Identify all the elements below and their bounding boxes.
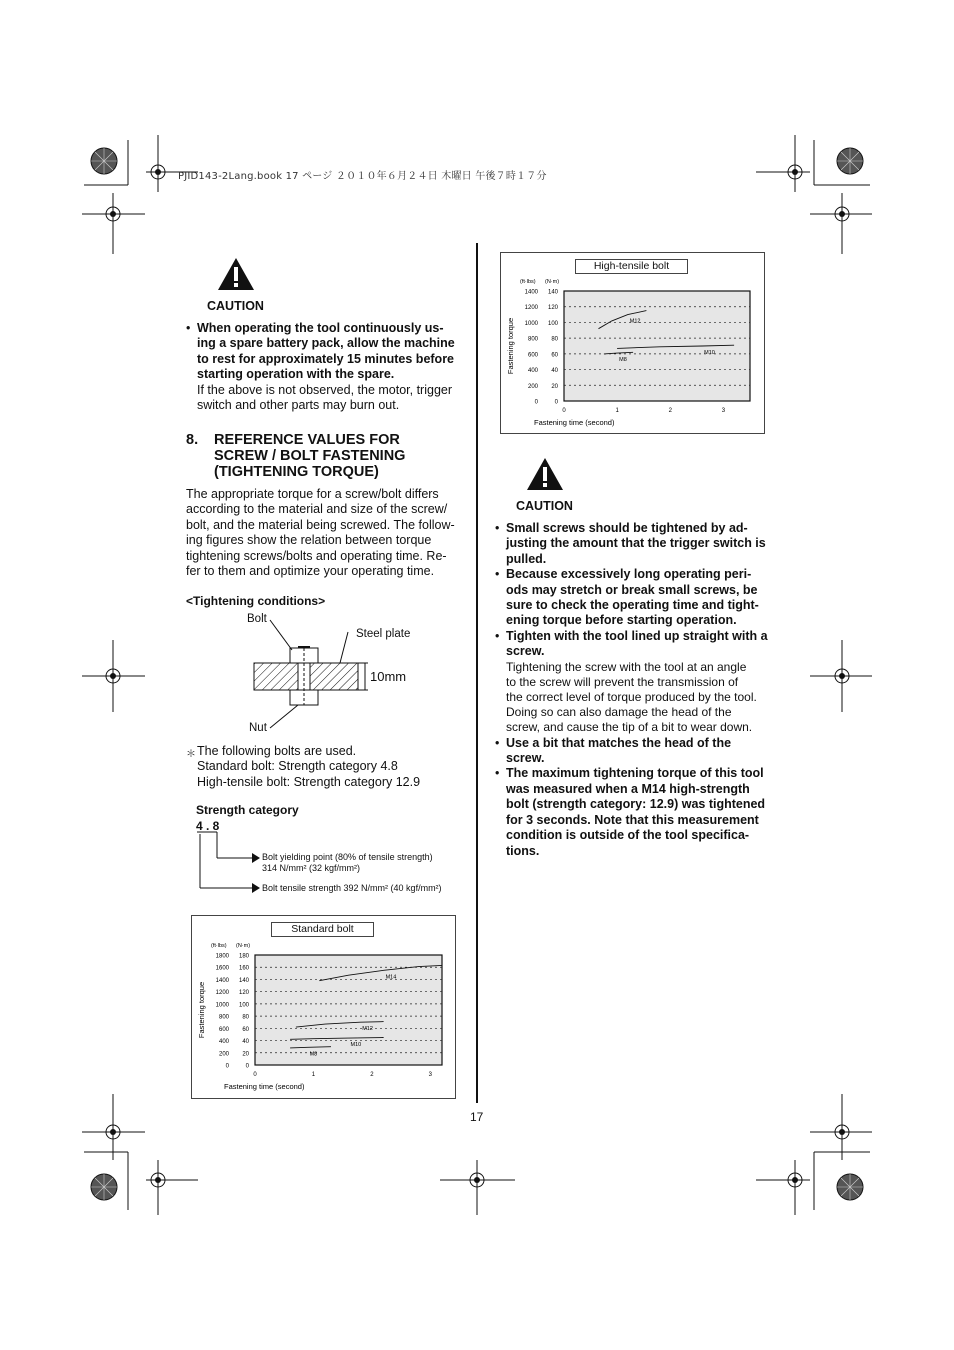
y-tick-label-ftlbs: 0 bbox=[534, 399, 538, 406]
x-tick-label: 1 bbox=[615, 408, 619, 414]
caution-bullet bbox=[495, 766, 770, 858]
series-label: M12 bbox=[629, 318, 641, 325]
y-tick-label-nm: 0 bbox=[554, 399, 558, 406]
chart-title: Standard bolt bbox=[271, 922, 374, 937]
y-tick-label-ftlbs: 1800 bbox=[215, 953, 229, 960]
series-label: M8 bbox=[619, 357, 627, 364]
y-axis-label: Fastening torque bbox=[506, 317, 515, 375]
caution-label: CAUTION bbox=[516, 499, 573, 513]
section-number: 8. bbox=[186, 432, 199, 448]
caution-normal-text: If the above is not observed, the motor, trigger switch and other parts may burn out. bbox=[197, 382, 453, 413]
note-mark: ＊ bbox=[186, 749, 196, 760]
x-tick-label: 0 bbox=[253, 1072, 257, 1078]
series-label: M14 bbox=[385, 974, 397, 981]
caution-bullet bbox=[495, 736, 770, 767]
y-tick-label-ftlbs: 800 bbox=[218, 1014, 229, 1021]
standard-bolt-chart bbox=[191, 915, 456, 1099]
y-tick-label-ftlbs: 1200 bbox=[524, 305, 538, 312]
yield-note-line2: 314 N/mm² (32 kgf/mm²) bbox=[262, 863, 361, 873]
y-tick-label-ftlbs: 800 bbox=[527, 336, 538, 343]
x-tick-label: 2 bbox=[370, 1072, 374, 1078]
y-tick-label-ftlbs: 400 bbox=[218, 1039, 229, 1046]
y-tick-label-nm: 60 bbox=[551, 352, 558, 359]
caution-bullet bbox=[495, 521, 770, 567]
caution-bullet bbox=[495, 567, 770, 629]
plot-area bbox=[564, 291, 750, 401]
x-tick-label: 3 bbox=[721, 408, 726, 414]
warning-triangle-icon bbox=[525, 456, 565, 492]
y-tick-label-ftlbs: 400 bbox=[527, 368, 538, 375]
y-tick-label-ftlbs: 1200 bbox=[215, 990, 229, 997]
strength-leader-lines bbox=[190, 830, 270, 894]
text-line: screw, and cause the tip of a bit to wear down. bbox=[506, 720, 753, 735]
chart-title: High-tensile bolt bbox=[575, 259, 688, 274]
y-tick-label-nm: 180 bbox=[238, 953, 249, 960]
text-line: Doing so can also damage the head of the bbox=[506, 705, 732, 720]
y-tick-label-nm: 100 bbox=[238, 1002, 249, 1009]
x-tick-label: 3 bbox=[428, 1072, 432, 1078]
y-tick-label-ftlbs: 1400 bbox=[215, 977, 229, 984]
y-unit-nm: (N·m) bbox=[545, 279, 560, 285]
y-tick-label-ftlbs: 600 bbox=[527, 352, 538, 359]
conditions-heading: <Tightening conditions> bbox=[186, 594, 326, 608]
y-axis-label: Fastening torque bbox=[197, 981, 206, 1039]
bullet-bold-text: Use a bit that matches the head of the screw. bbox=[506, 735, 732, 766]
high-tensile-bolt-chart bbox=[500, 252, 765, 434]
bolt-label: Bolt bbox=[247, 613, 267, 625]
steel-plate-label: Steel plate bbox=[356, 628, 411, 640]
text-line: to the screw will prevent the transmission of bbox=[506, 674, 739, 689]
warning-triangle-icon bbox=[216, 256, 256, 292]
bullet-bold-text: Small screws should be tightened by ad-justing the amount that the trigger switch is pulled. bbox=[506, 521, 766, 566]
y-tick-label-ftlbs: 1000 bbox=[215, 1002, 229, 1009]
column-divider bbox=[476, 243, 478, 1103]
caution-label: CAUTION bbox=[207, 299, 264, 313]
y-tick-label-nm: 80 bbox=[242, 1014, 249, 1021]
x-axis-label: Fastening time (second) bbox=[224, 1082, 305, 1091]
chart-plot bbox=[501, 253, 764, 433]
y-tick-label-nm: 40 bbox=[551, 368, 558, 375]
caution-bullet bbox=[495, 629, 770, 736]
yield-note-line1: Bolt yielding point (80% of tensile strength) bbox=[262, 852, 433, 862]
section-heading bbox=[186, 432, 456, 480]
y-tick-label-nm: 120 bbox=[547, 305, 558, 312]
bullet-bold-text: Because excessively long operating peri-ods may stretch or break small screws, be sure to check the operating time and tight-ening torque before starting operation. bbox=[506, 567, 759, 628]
x-tick-label: 1 bbox=[311, 1072, 316, 1078]
y-tick-label-ftlbs: 1000 bbox=[524, 320, 538, 327]
y-tick-label-nm: 40 bbox=[242, 1039, 249, 1046]
y-unit-ftlbs: (ft·lbs) bbox=[520, 279, 536, 285]
y-tick-label-nm: 20 bbox=[551, 383, 558, 390]
text-line: Tightening the screw with the tool at an angle bbox=[506, 659, 747, 674]
file-info-header: PJID143-2Lang.book 17 ページ ２０１０年６月２４日 木曜日 午後７時１７分 bbox=[178, 171, 547, 182]
note-line: High-tensile bolt: Strength category 12.9 bbox=[197, 774, 421, 789]
y-tick-label-ftlbs: 200 bbox=[218, 1051, 229, 1058]
x-tick-label: 0 bbox=[562, 408, 566, 414]
bullet-normal-text bbox=[506, 660, 770, 736]
text-line: the correct level of torque produced by the tool. bbox=[506, 690, 757, 705]
caution-list bbox=[495, 521, 770, 859]
note-line: The following bolts are used. bbox=[197, 744, 357, 758]
note-line: Standard bolt: Strength category 4.8 bbox=[197, 759, 398, 774]
y-tick-label-ftlbs: 1400 bbox=[524, 289, 538, 296]
nut-label: Nut bbox=[249, 722, 267, 734]
bolt-notes bbox=[197, 744, 467, 790]
caution-notice bbox=[186, 321, 458, 413]
series-label: M12 bbox=[362, 1026, 373, 1033]
y-tick-label-nm: 100 bbox=[547, 320, 558, 327]
tensile-note: Bolt tensile strength 392 N/mm² (40 kgf/mm²) bbox=[262, 883, 442, 893]
page-number: 17 bbox=[470, 1110, 484, 1124]
y-tick-label-ftlbs: 0 bbox=[225, 1063, 229, 1070]
thickness-label: 10mm bbox=[370, 669, 407, 684]
y-tick-label-nm: 60 bbox=[242, 1026, 249, 1033]
caution-bullet bbox=[186, 321, 458, 413]
y-tick-label-nm: 140 bbox=[238, 977, 249, 984]
series-label: M10 bbox=[350, 1042, 362, 1049]
y-tick-label-nm: 0 bbox=[245, 1063, 249, 1070]
y-tick-label-nm: 140 bbox=[547, 289, 558, 296]
y-tick-label-ftlbs: 1600 bbox=[215, 965, 229, 972]
y-tick-label-nm: 160 bbox=[238, 965, 249, 972]
chart-plot bbox=[192, 916, 455, 1098]
y-unit-ftlbs: (ft·lbs) bbox=[211, 943, 227, 949]
x-tick-label: 2 bbox=[668, 408, 672, 414]
intro-paragraph: The appropriate torque for a screw/bolt differs according to the material and size of the screw/ bolt, and the material being screwed. The follow-ing figures show the relation between torque tightening screws/bolts and operating time. Re-fer to them and optimize your operating time. bbox=[186, 487, 455, 579]
y-tick-label-ftlbs: 200 bbox=[527, 383, 538, 390]
yield-note bbox=[262, 852, 433, 874]
series-label: M10 bbox=[704, 350, 715, 356]
caution-bold-text: When operating the tool continuously us-ing a spare battery pack, allow the machine to rest for approximately 15 minutes before starting operation with the spare. bbox=[197, 321, 455, 382]
strength-value: 4 . 8 bbox=[196, 819, 220, 833]
x-axis-label: Fastening time (second) bbox=[534, 418, 615, 427]
y-tick-label-ftlbs: 600 bbox=[218, 1026, 229, 1033]
y-tick-label-nm: 80 bbox=[551, 336, 558, 343]
y-tick-label-nm: 20 bbox=[242, 1051, 249, 1058]
series-label: M8 bbox=[309, 1051, 318, 1058]
bullet-bold-text: The maximum tightening torque of this tool was measured when a M14 high-strength bolt (strength category: 12.9) was tightened for 3 seconds. Note that this measurement condition is outside of the tool specifica-tions. bbox=[506, 766, 766, 858]
section-title: REFERENCE VALUES FOR SCREW / BOLT FASTENING (TIGHTENING TORQUE) bbox=[214, 432, 406, 480]
strength-heading: Strength category bbox=[196, 803, 299, 817]
bullet-bold-text: Tighten with the tool lined up straight with a screw. bbox=[506, 628, 768, 659]
y-unit-nm: (N·m) bbox=[236, 943, 251, 949]
plot-area bbox=[255, 955, 442, 1065]
y-tick-label-nm: 120 bbox=[238, 990, 249, 997]
